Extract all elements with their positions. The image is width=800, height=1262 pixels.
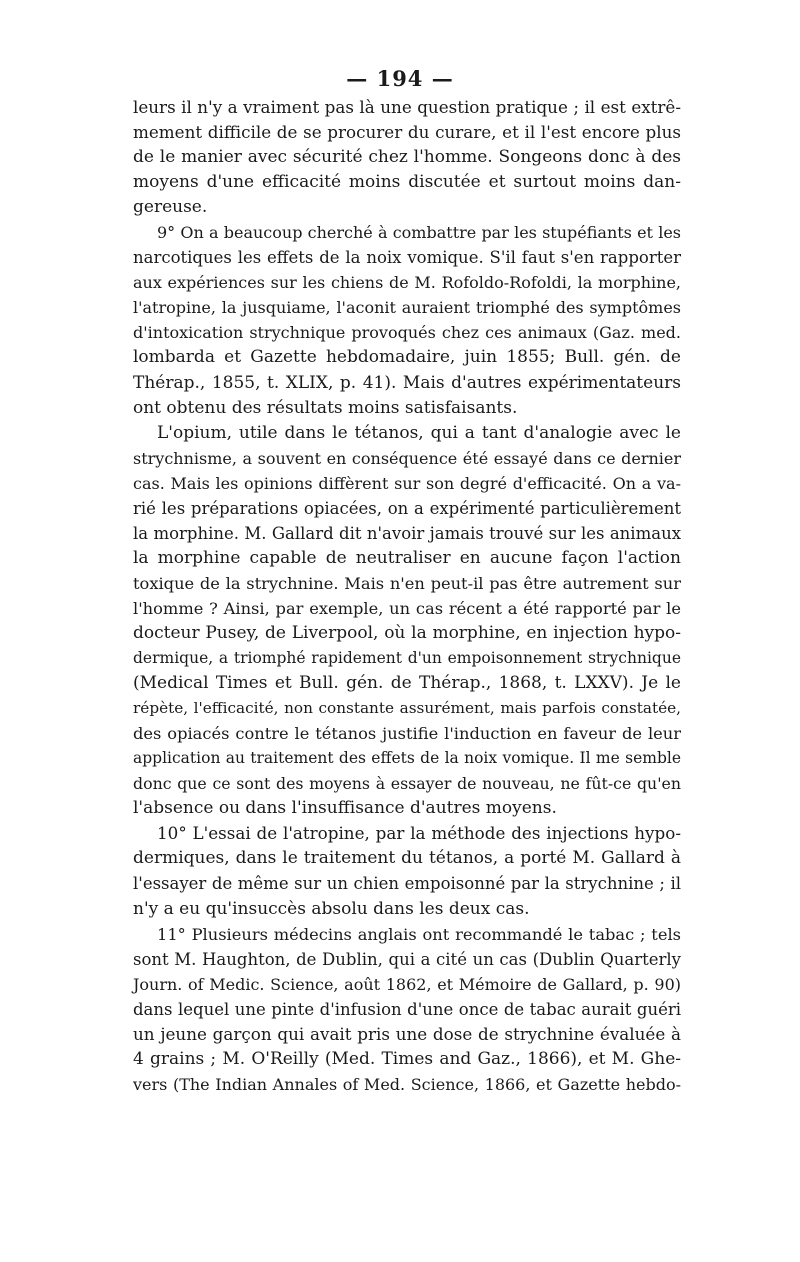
page-number: — 194 — (346, 66, 454, 91)
text-line: gereuse. (133, 197, 208, 218)
text-line: docteur Pusey, de Liverpool, où la morphine, en injection hypo- (133, 622, 681, 643)
text-line: aux expériences sur les chiens de M. Rofoldo-Rofoldi, la morphine, (133, 273, 681, 293)
text-line: donc que ce sont des moyens à essayer de nouveau, ne fût-ce qu'en (133, 774, 681, 794)
text-line: lombarda et Gazette hebdomadaire, juin 1855; Bull. gén. de (133, 347, 681, 368)
text-line: sont M. Haughton, de Dublin, qui a cité un cas (Dublin Quarterly (133, 949, 681, 969)
text-line: vers (The Indian Annales of Med. Science, 1866, et Gazette hebdo- (133, 1074, 681, 1094)
text-line: L'opium, utile dans le tétanos, qui a tant d'analogie avec le (157, 422, 681, 443)
text-line: Journ. of Medic. Science, août 1862, et Mémoire de Gallard, p. 90) (133, 974, 681, 994)
text-line: de le manier avec sécurité chez l'homme. Songeons donc à des (133, 147, 681, 168)
text-line: l'homme ? Ainsi, par exemple, un cas récent a été rapporté par le (133, 598, 681, 618)
text-line: l'absence ou dans l'insuffisance d'autres moyens. (133, 798, 557, 819)
text-line: rié les préparations opiacées, on a expérimenté particulièrement (133, 498, 681, 518)
text-line: ont obtenu des résultats moins satisfaisants. (133, 397, 518, 418)
text-line: des opiacés contre le tétanos justifie l'induction en faveur de leur (133, 724, 681, 744)
text-line: (Medical Times et Bull. gén. de Thérap., 1868, t. LXXV). Je le (133, 673, 681, 694)
text-line: 9° On a beaucoup cherché à combattre par les stupéfiants et les (157, 223, 681, 243)
text-line: moyens d'une efficacité moins discutée et surtout moins dan- (133, 172, 681, 193)
text-line: d'intoxication strychnique provoqués chez ces animaux (Gaz. med. (133, 323, 681, 343)
text-line: la morphine. M. Gallard dit n'avoir jamais trouvé sur les animaux (133, 523, 681, 543)
text-line: la morphine capable de neutraliser en aucune façon l'action (133, 547, 681, 568)
body-text (133, 95, 681, 1097)
text-line: leurs il n'y a vraiment pas là une question pratique ; il est extrê- (133, 97, 681, 117)
text-line: l'essayer de même sur un chien empoisonné par la strychnine ; il (133, 874, 681, 894)
text-line: toxique de la strychnine. Mais n'en peut-il pas être autrement sur (133, 573, 681, 593)
text-line: un jeune garçon qui avait pris une dose de strychnine évaluée à (133, 1023, 681, 1044)
text-line: l'atropine, la jusquiame, l'aconit auraient triomphé des symptômes (133, 298, 681, 318)
text-line: strychnisme, a souvent en conséquence été essayé dans ce dernier (133, 448, 681, 468)
text-line: dermique, a triomphé rapidement d'un empoisonnement strychnique (133, 649, 681, 668)
text-line: n'y a eu qu'insuccès absolu dans les deux cas. (133, 898, 530, 919)
text-line: dermiques, dans le traitement du tétanos, a porté M. Gallard à (133, 848, 681, 869)
text-line: répète, l'efficacité, non constante assurément, mais parfois constatée, (133, 699, 681, 718)
text-line: 4 grains ; M. O'Reilly (Med. Times and Gaz., 1866), et M. Ghe- (133, 1048, 681, 1069)
text-line: Thérap., 1855, t. XLIX, p. 41). Mais d'autres expérimentateurs (133, 372, 681, 393)
text-line: 11° Plusieurs médecins anglais ont recommandé le tabac ; tels (157, 924, 681, 944)
text-line: dans lequel une pinte d'infusion d'une once de tabac aurait guéri (133, 999, 681, 1019)
text-line: narcotiques les effets de la noix vomique. S'il faut s'en rapporter (133, 248, 681, 268)
text-line: mement difficile de se procurer du curare, et il l'est encore plus (133, 122, 681, 143)
text-line: 10° L'essai de l'atropine, par la méthode des injections hypo- (157, 823, 681, 844)
text-line: cas. Mais les opinions diffèrent sur son degré d'efficacité. On a va- (133, 473, 681, 493)
text-line: application au traitement des effets de la noix vomique. Il me semble (133, 749, 681, 768)
